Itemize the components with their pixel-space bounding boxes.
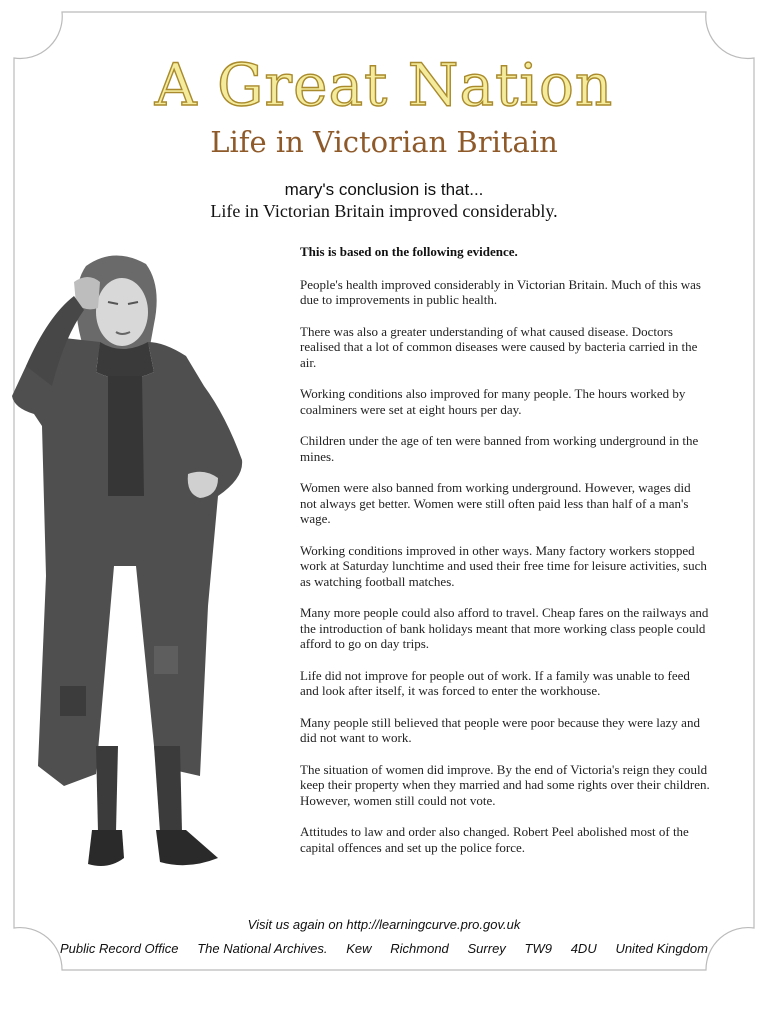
address-part: Richmond [390, 941, 449, 956]
evidence-paragraph: People's health improved considerably in Victorian Britain. Much of this was due to improvements in public health. [300, 276, 701, 307]
victorian-man-icon [4, 246, 264, 882]
evidence-paragraph: Women were also banned from working underground. However, wages did not always get better. Women were still often paid less than half of a man's wage. [300, 480, 691, 526]
evidence-paragraph: Life did not improve for people out of work. If a family was unable to feed and look after itself, it was forced to enter the workhouse. [300, 667, 690, 698]
conclusion-text: Life in Victorian Britain improved considerably. [210, 201, 558, 221]
address-part: Kew [346, 941, 372, 956]
evidence-paragraph: Attitudes to law and order also changed. Robert Peel abolished most of the capital offences and set up the police force. [300, 824, 689, 855]
conclusion-lead: mary's conclusion is that... [284, 180, 484, 199]
evidence-heading: This is based on the following evidence. [300, 244, 518, 259]
evidence-paragraph: Children under the age of ten were banned from working underground in the mines. [300, 433, 699, 464]
evidence-paragraph: Working conditions improved in other ways. Many factory workers stopped work at Saturday lunchtime and used their free time for leisure activities, such as watching football matches. [300, 542, 707, 589]
footer-url-link[interactable]: Visit us again on http://learningcurve.pro.gov.uk [247, 917, 521, 932]
evidence-paragraph: Working conditions also improved for many people. The hours worked by coalminers were set at eight hours per day. [300, 386, 686, 417]
address-part: United Kingdom [615, 941, 708, 956]
page-subtitle: Life in Victorian Britain [210, 125, 558, 159]
evidence-paragraph: There was also a greater understanding of what caused disease. Doctors realised that a lot of common diseases were caused by bacteria carried in the air. [300, 323, 698, 370]
address-part: Surrey [467, 941, 506, 956]
evidence-paragraph: The situation of women did improve. By the end of Victoria's reign they could keep their property when they married and had some rights over their children. However, women still could not vote. [300, 761, 710, 808]
address-part: TW9 [524, 941, 552, 956]
page-title: A Great Nation [154, 51, 614, 119]
footer-address [60, 940, 708, 958]
evidence-paragraph: Many people still believed that people were poor because they were lazy and did not want to work. [300, 714, 700, 745]
evidence-section [300, 244, 710, 871]
address-part: The National Archives. [197, 941, 328, 956]
address-part: Public Record Office [60, 941, 179, 956]
address-part: 4DU [570, 941, 597, 956]
evidence-paragraph: Many more people could also afford to travel. Cheap fares on the railways and the introduction of bank holidays meant that more working class people could afford to go on day trips. [300, 605, 709, 651]
